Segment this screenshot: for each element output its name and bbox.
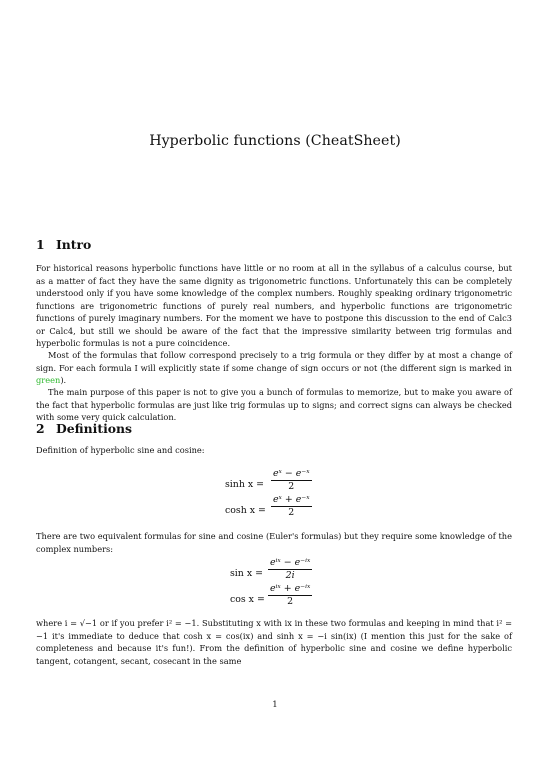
section-heading-definitions — [36, 421, 132, 436]
sin-denominator: 2i — [285, 570, 295, 581]
cos-lhs: cos x = — [230, 594, 265, 605]
sin-numerator: eⁱˣ − e⁻ⁱˣ — [270, 557, 311, 568]
cosh-equation — [225, 494, 345, 524]
cos-equation — [230, 583, 350, 613]
cos-denominator: 2 — [287, 596, 294, 607]
sin-fraction — [268, 557, 312, 582]
section-heading-intro — [36, 237, 91, 252]
euler-paragraph: There are two equivalent formulas for sine and cosine (Euler's formulas) but they require some knowledge of the complex numbers: — [36, 531, 512, 554]
section-number: 2 — [36, 421, 45, 436]
intro-paragraph-2 — [36, 349, 512, 387]
cos-numerator: eⁱˣ + e⁻ⁱˣ — [270, 583, 311, 594]
cosh-lhs: cosh x = — [225, 505, 266, 516]
sin-lhs: sin x = — [230, 568, 263, 579]
sinh-lhs: sinh x = — [225, 479, 264, 490]
page-title: Hyperbolic functions (CheatSheet) — [149, 133, 401, 149]
green-word: green — [36, 375, 61, 385]
intro-p2-end: ). — [60, 375, 67, 385]
sinh-fraction — [271, 468, 312, 493]
section-title: Intro — [56, 237, 92, 252]
sinh-denominator: 2 — [288, 481, 295, 492]
closing-tail: (I mention this just for the sake of completeness and because it's fun!). From the definition of hyperbolic sine and cosine we define hyperbolic tangent, cotangent, secant, cosecant in the same — [36, 630, 512, 666]
cos-fraction — [268, 583, 312, 608]
page-number: 1 — [272, 700, 278, 710]
section-number: 1 — [36, 237, 45, 252]
intro-paragraph-3: The main purpose of this paper is not to give you a bunch of formulas to memorize, but to make you aware of the fact that hyperbolic formulas are just like trig formulas up to signs; and correct signs can always be checked with some very quick calculation. — [36, 387, 512, 422]
definitions-intro: Definition of hyperbolic sine and cosine: — [36, 445, 205, 455]
section-title: Definitions — [56, 421, 133, 436]
sinh-numerator: eˣ − e⁻ˣ — [273, 468, 310, 479]
intro-paragraph-1: For historical reasons hyperbolic functions have little or no room at all in the syllabus of a calculus course, but as a matter of fact they have the same dignity as trigonometric functions. Unfortunately this can be completely understood only if you have some knowledge of the complex numbers. Roughly speaking ordinary trigonometric functions are trigonometric functions of purely real numbers, and hyperbolic functions are trigonometric functions of purely imaginary numbers. For the moment we have to postpone this discussion to the end of Calc3 or Calc4, but still we should be aware of the fact that the impressive similarity between trig formulas and hyperbolic formulas is not a pure coincidence. — [36, 263, 512, 348]
cosh-denominator: 2 — [288, 507, 295, 518]
closing-lead: where i = √−1 or if you prefer i² = −1. Substituting x with ix in these two formulas and keeping in mind that i² = −1 it's immediate to deduce that cosh x = cos(ix) and sinh x = −i sin(ix) — [36, 618, 512, 641]
cosh-numerator: eˣ + e⁻ˣ — [273, 494, 310, 505]
cosh-fraction — [271, 494, 312, 519]
intro-p2-text: Most of the formulas that follow correspond precisely to a trig formula or they differ by at most a change of sign. For each formula I will explicitly state if some change of sign occurs or not (the different sign is marked in — [36, 350, 512, 373]
closing-paragraph — [36, 617, 512, 667]
